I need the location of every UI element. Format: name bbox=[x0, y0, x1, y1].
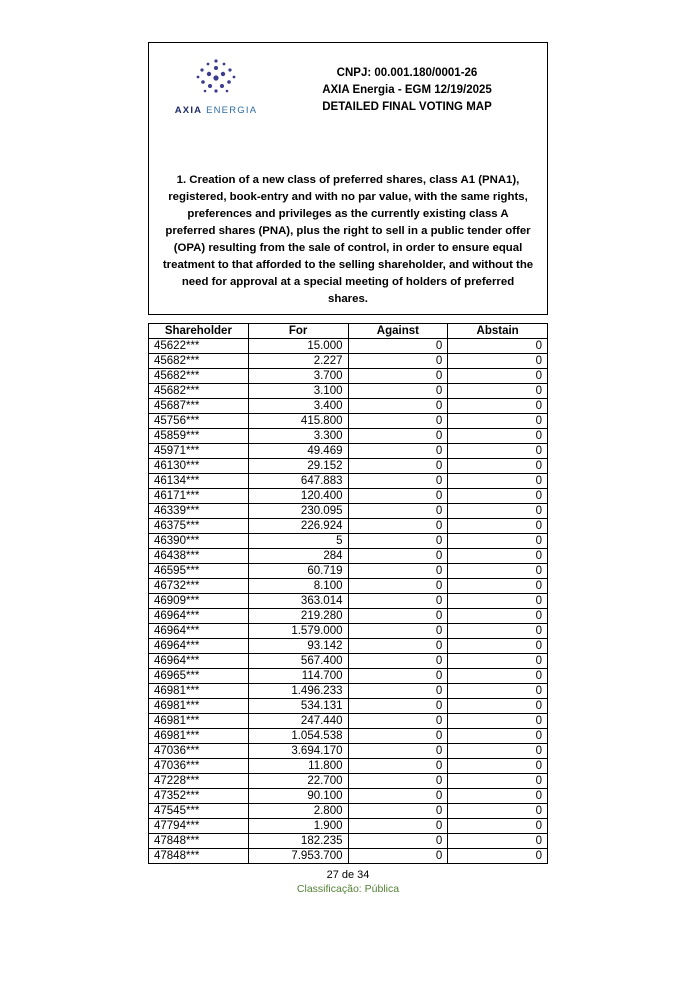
for-cell: 90.100 bbox=[248, 789, 348, 804]
header-title-block bbox=[275, 53, 539, 116]
shareholder-cell: 45859*** bbox=[149, 429, 249, 444]
for-cell: 363.014 bbox=[248, 594, 348, 609]
for-cell: 2.227 bbox=[248, 354, 348, 369]
for-cell: 29.152 bbox=[248, 459, 348, 474]
shareholder-cell: 46981*** bbox=[149, 714, 249, 729]
table-row bbox=[149, 639, 548, 654]
for-cell: 534.131 bbox=[248, 699, 348, 714]
for-cell: 7.953.700 bbox=[248, 849, 348, 864]
shareholder-cell: 47036*** bbox=[149, 759, 249, 774]
logo-wordmark bbox=[175, 105, 258, 116]
table-row bbox=[149, 534, 548, 549]
abstain-cell: 0 bbox=[448, 429, 548, 444]
for-cell: 15.000 bbox=[248, 339, 348, 354]
for-cell: 1.054.538 bbox=[248, 729, 348, 744]
header-doc-title: DETAILED FINAL VOTING MAP bbox=[322, 101, 492, 113]
table-row bbox=[149, 549, 548, 564]
against-cell: 0 bbox=[348, 339, 448, 354]
shareholder-cell: 45622*** bbox=[149, 339, 249, 354]
abstain-cell: 0 bbox=[448, 459, 548, 474]
against-cell: 0 bbox=[348, 624, 448, 639]
shareholder-cell: 46130*** bbox=[149, 459, 249, 474]
against-cell: 0 bbox=[348, 849, 448, 864]
shareholder-cell: 47228*** bbox=[149, 774, 249, 789]
for-cell: 247.440 bbox=[248, 714, 348, 729]
for-cell: 120.400 bbox=[248, 489, 348, 504]
table-row bbox=[149, 414, 548, 429]
abstain-cell: 0 bbox=[448, 834, 548, 849]
against-cell: 0 bbox=[348, 534, 448, 549]
against-cell: 0 bbox=[348, 774, 448, 789]
table-row bbox=[149, 489, 548, 504]
header-meeting: AXIA Energia - EGM 12/19/2025 bbox=[322, 84, 492, 96]
against-cell: 0 bbox=[348, 639, 448, 654]
for-cell: 230.095 bbox=[248, 504, 348, 519]
voting-table-head bbox=[149, 324, 548, 339]
table-row bbox=[149, 774, 548, 789]
column-header-against: Against bbox=[348, 324, 448, 339]
against-cell: 0 bbox=[348, 789, 448, 804]
for-cell: 284 bbox=[248, 549, 348, 564]
against-cell: 0 bbox=[348, 354, 448, 369]
abstain-cell: 0 bbox=[448, 489, 548, 504]
shareholder-cell: 46438*** bbox=[149, 549, 249, 564]
abstain-cell: 0 bbox=[448, 399, 548, 414]
shareholder-cell: 45682*** bbox=[149, 369, 249, 384]
against-cell: 0 bbox=[348, 504, 448, 519]
against-cell: 0 bbox=[348, 399, 448, 414]
table-row bbox=[149, 744, 548, 759]
table-row bbox=[149, 399, 548, 414]
proposal-text: 1. Creation of a new class of preferred shares, class A1 (PNA1), registered, book-entry and with no par value, with the same rights, preferences and privileges as the currently existing class A preferred shares (PNA), plus the right to sell in a public tender offer (OPA) resulting from the sale of control, in order to ensure equal treatment to that afforded to the selling shareholder, and without the need for approval at a special meeting of holders of preferred shares. bbox=[162, 174, 534, 305]
against-cell: 0 bbox=[348, 654, 448, 669]
abstain-cell: 0 bbox=[448, 729, 548, 744]
for-cell: 114.700 bbox=[248, 669, 348, 684]
against-cell: 0 bbox=[348, 729, 448, 744]
against-cell: 0 bbox=[348, 804, 448, 819]
table-row bbox=[149, 504, 548, 519]
company-logo bbox=[157, 53, 275, 116]
for-cell: 60.719 bbox=[248, 564, 348, 579]
abstain-cell: 0 bbox=[448, 534, 548, 549]
against-cell: 0 bbox=[348, 699, 448, 714]
shareholder-cell: 47352*** bbox=[149, 789, 249, 804]
abstain-cell: 0 bbox=[448, 789, 548, 804]
abstain-cell: 0 bbox=[448, 624, 548, 639]
against-cell: 0 bbox=[348, 519, 448, 534]
for-cell: 1.579.000 bbox=[248, 624, 348, 639]
logo-text-energia: ENERGIA bbox=[206, 105, 258, 116]
against-cell: 0 bbox=[348, 579, 448, 594]
for-cell: 226.924 bbox=[248, 519, 348, 534]
shareholder-cell: 46964*** bbox=[149, 639, 249, 654]
table-row bbox=[149, 609, 548, 624]
abstain-cell: 0 bbox=[448, 744, 548, 759]
abstain-cell: 0 bbox=[448, 519, 548, 534]
table-row bbox=[149, 759, 548, 774]
against-cell: 0 bbox=[348, 594, 448, 609]
abstain-cell: 0 bbox=[448, 384, 548, 399]
voting-table bbox=[148, 323, 548, 864]
for-cell: 93.142 bbox=[248, 639, 348, 654]
shareholder-cell: 45687*** bbox=[149, 399, 249, 414]
header-box bbox=[148, 42, 548, 315]
against-cell: 0 bbox=[348, 819, 448, 834]
for-cell: 182.235 bbox=[248, 834, 348, 849]
table-row bbox=[149, 699, 548, 714]
abstain-cell: 0 bbox=[448, 444, 548, 459]
table-row bbox=[149, 714, 548, 729]
shareholder-cell: 47848*** bbox=[149, 849, 249, 864]
voting-table-body bbox=[149, 339, 548, 864]
for-cell: 8.100 bbox=[248, 579, 348, 594]
against-cell: 0 bbox=[348, 744, 448, 759]
abstain-cell: 0 bbox=[448, 699, 548, 714]
for-cell: 415.800 bbox=[248, 414, 348, 429]
for-cell: 5 bbox=[248, 534, 348, 549]
shareholder-cell: 45756*** bbox=[149, 414, 249, 429]
abstain-cell: 0 bbox=[448, 414, 548, 429]
table-row bbox=[149, 789, 548, 804]
shareholder-cell: 47036*** bbox=[149, 744, 249, 759]
shareholder-cell: 46375*** bbox=[149, 519, 249, 534]
shareholder-cell: 46909*** bbox=[149, 594, 249, 609]
table-row bbox=[149, 849, 548, 864]
for-cell: 49.469 bbox=[248, 444, 348, 459]
abstain-cell: 0 bbox=[448, 774, 548, 789]
against-cell: 0 bbox=[348, 609, 448, 624]
column-header-for: For bbox=[248, 324, 348, 339]
shareholder-cell: 45682*** bbox=[149, 354, 249, 369]
against-cell: 0 bbox=[348, 669, 448, 684]
abstain-cell: 0 bbox=[448, 819, 548, 834]
against-cell: 0 bbox=[348, 369, 448, 384]
table-row bbox=[149, 729, 548, 744]
shareholder-cell: 46981*** bbox=[149, 699, 249, 714]
abstain-cell: 0 bbox=[448, 639, 548, 654]
against-cell: 0 bbox=[348, 834, 448, 849]
against-cell: 0 bbox=[348, 564, 448, 579]
logo-text-axia: AXIA bbox=[174, 105, 203, 116]
abstain-cell: 0 bbox=[448, 564, 548, 579]
for-cell: 3.694.170 bbox=[248, 744, 348, 759]
for-cell: 3.300 bbox=[248, 429, 348, 444]
abstain-cell: 0 bbox=[448, 579, 548, 594]
shareholder-cell: 46732*** bbox=[149, 579, 249, 594]
table-row bbox=[149, 474, 548, 489]
shareholder-cell: 47545*** bbox=[149, 804, 249, 819]
column-header-shareholder: Shareholder bbox=[149, 324, 249, 339]
for-cell: 647.883 bbox=[248, 474, 348, 489]
shareholder-cell: 47848*** bbox=[149, 834, 249, 849]
abstain-cell: 0 bbox=[448, 339, 548, 354]
abstain-cell: 0 bbox=[448, 369, 548, 384]
document-content bbox=[148, 42, 548, 895]
for-cell: 567.400 bbox=[248, 654, 348, 669]
against-cell: 0 bbox=[348, 549, 448, 564]
for-cell: 11.800 bbox=[248, 759, 348, 774]
table-row bbox=[149, 624, 548, 639]
table-row bbox=[149, 369, 548, 384]
table-row bbox=[149, 564, 548, 579]
shareholder-cell: 46390*** bbox=[149, 534, 249, 549]
shareholder-cell: 46964*** bbox=[149, 624, 249, 639]
shareholder-cell: 46171*** bbox=[149, 489, 249, 504]
table-row bbox=[149, 579, 548, 594]
table-row bbox=[149, 804, 548, 819]
shareholder-cell: 46981*** bbox=[149, 729, 249, 744]
against-cell: 0 bbox=[348, 759, 448, 774]
against-cell: 0 bbox=[348, 414, 448, 429]
for-cell: 22.700 bbox=[248, 774, 348, 789]
against-cell: 0 bbox=[348, 459, 448, 474]
shareholder-cell: 46595*** bbox=[149, 564, 249, 579]
against-cell: 0 bbox=[348, 684, 448, 699]
table-row bbox=[149, 429, 548, 444]
abstain-cell: 0 bbox=[448, 804, 548, 819]
abstain-cell: 0 bbox=[448, 504, 548, 519]
header-cnpj: CNPJ: 00.001.180/0001-26 bbox=[336, 67, 478, 79]
against-cell: 0 bbox=[348, 384, 448, 399]
table-row bbox=[149, 594, 548, 609]
table-row bbox=[149, 459, 548, 474]
for-cell: 2.800 bbox=[248, 804, 348, 819]
abstain-cell: 0 bbox=[448, 759, 548, 774]
classification-label: Classificação: Pública bbox=[296, 883, 400, 895]
shareholder-cell: 45682*** bbox=[149, 384, 249, 399]
abstain-cell: 0 bbox=[448, 609, 548, 624]
table-row bbox=[149, 819, 548, 834]
abstain-cell: 0 bbox=[448, 684, 548, 699]
table-row bbox=[149, 339, 548, 354]
for-cell: 219.280 bbox=[248, 609, 348, 624]
shareholder-cell: 46965*** bbox=[149, 669, 249, 684]
abstain-cell: 0 bbox=[448, 654, 548, 669]
column-header-abstain: Abstain bbox=[448, 324, 548, 339]
shareholder-cell: 47794*** bbox=[149, 819, 249, 834]
table-row bbox=[149, 654, 548, 669]
against-cell: 0 bbox=[348, 474, 448, 489]
against-cell: 0 bbox=[348, 489, 448, 504]
abstain-cell: 0 bbox=[448, 549, 548, 564]
shareholder-cell: 46339*** bbox=[149, 504, 249, 519]
abstain-cell: 0 bbox=[448, 669, 548, 684]
abstain-cell: 0 bbox=[448, 594, 548, 609]
abstain-cell: 0 bbox=[448, 714, 548, 729]
table-row bbox=[149, 519, 548, 534]
axia-logo-icon bbox=[193, 57, 239, 102]
against-cell: 0 bbox=[348, 444, 448, 459]
table-row bbox=[149, 384, 548, 399]
shareholder-cell: 46981*** bbox=[149, 684, 249, 699]
shareholder-cell: 46134*** bbox=[149, 474, 249, 489]
for-cell: 3.400 bbox=[248, 399, 348, 414]
for-cell: 3.700 bbox=[248, 369, 348, 384]
abstain-cell: 0 bbox=[448, 354, 548, 369]
shareholder-cell: 46964*** bbox=[149, 609, 249, 624]
for-cell: 1.900 bbox=[248, 819, 348, 834]
against-cell: 0 bbox=[348, 429, 448, 444]
for-cell: 1.496.233 bbox=[248, 684, 348, 699]
table-row bbox=[149, 684, 548, 699]
against-cell: 0 bbox=[348, 714, 448, 729]
table-row bbox=[149, 444, 548, 459]
shareholder-cell: 46964*** bbox=[149, 654, 249, 669]
abstain-cell: 0 bbox=[448, 849, 548, 864]
table-row bbox=[149, 834, 548, 849]
table-row bbox=[149, 669, 548, 684]
document-header bbox=[157, 53, 539, 116]
table-row bbox=[149, 354, 548, 369]
for-cell: 3.100 bbox=[248, 384, 348, 399]
shareholder-cell: 45971*** bbox=[149, 444, 249, 459]
abstain-cell: 0 bbox=[448, 474, 548, 489]
page-number: 27 de 34 bbox=[326, 869, 370, 881]
header-row bbox=[149, 324, 548, 339]
